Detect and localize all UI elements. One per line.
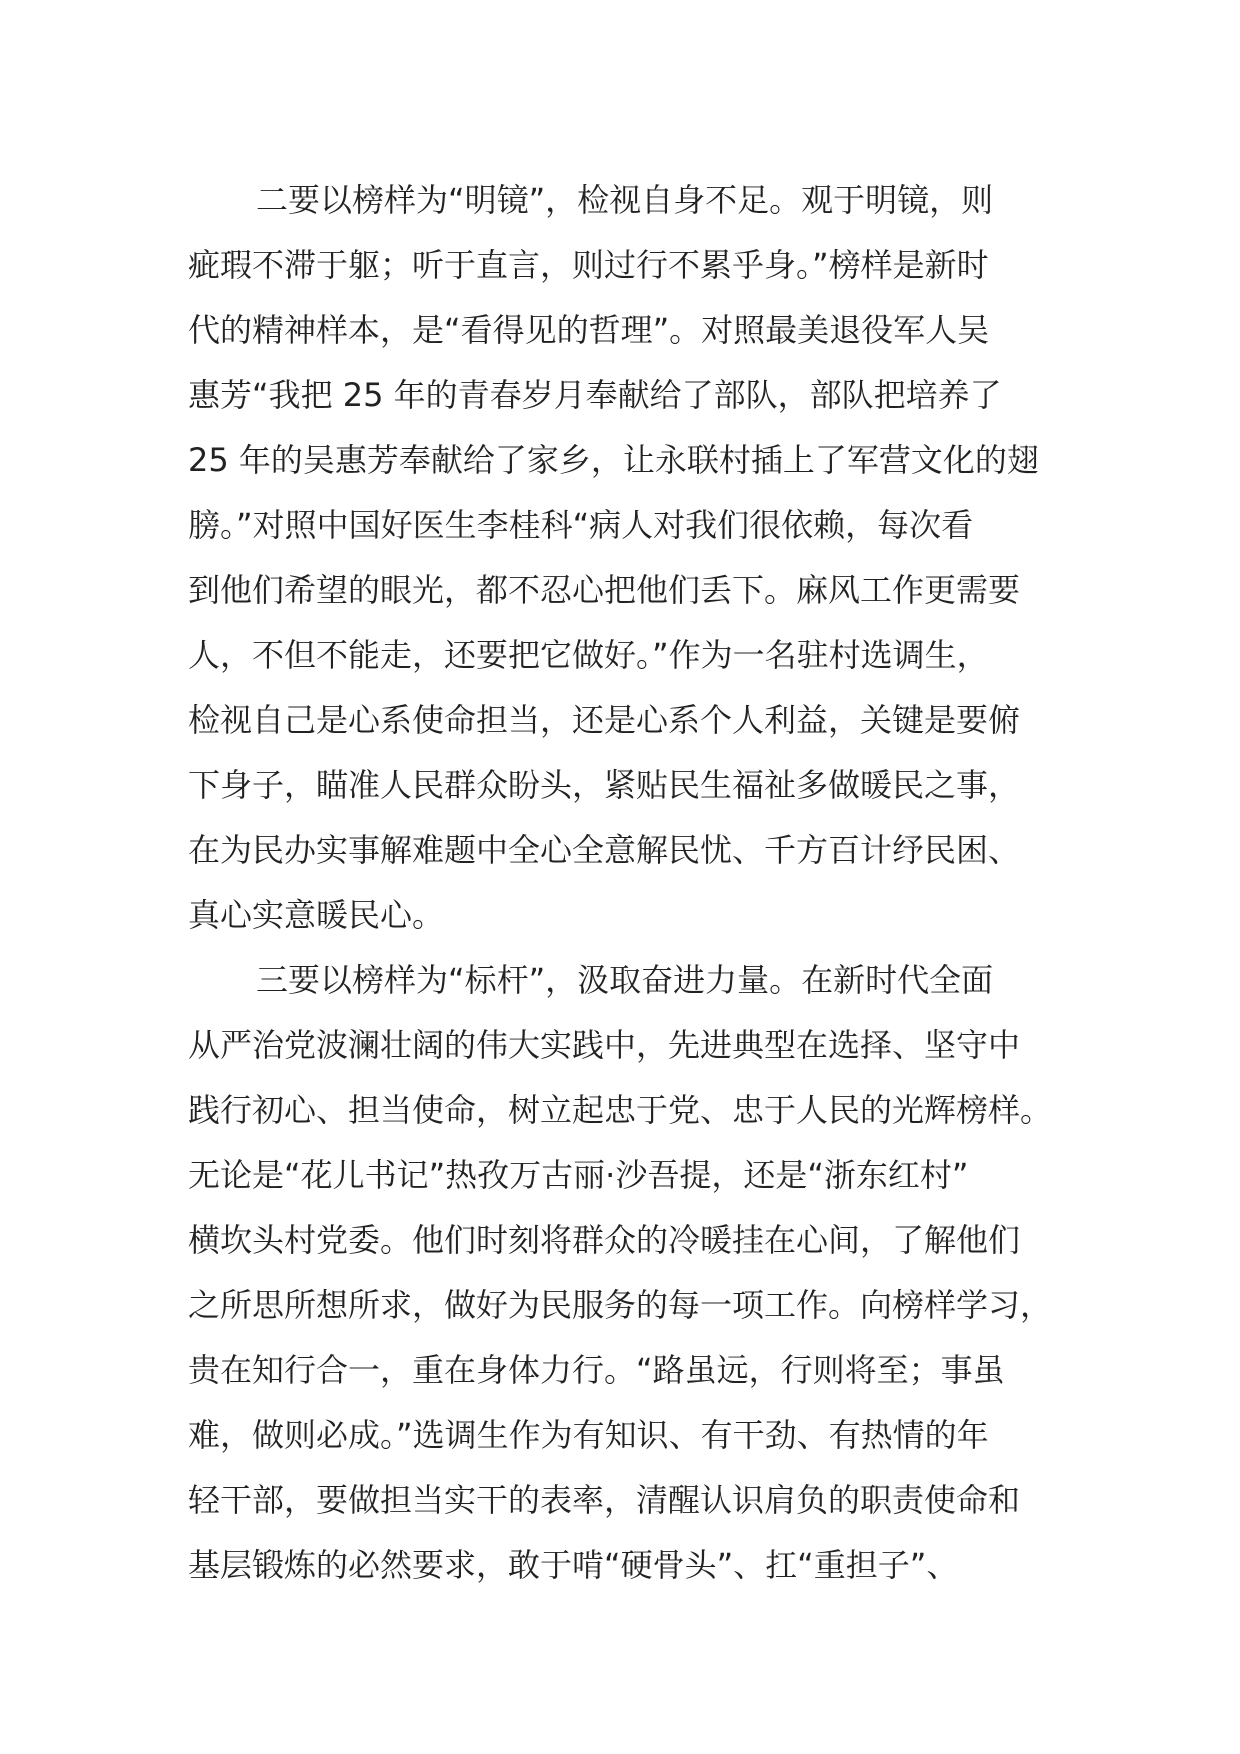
text-line: 到他们希望的眼光，都不忍心把他们丢下。麻风工作更需要 — [188, 571, 1021, 609]
text-line: 检视自己是心系使命担当，还是心系个人利益，关键是要俯 — [188, 701, 1021, 739]
text-line: 人，不但不能走，还要把它做好。”作为一名驻村选调生， — [188, 636, 989, 674]
text-line: 从严治党波澜壮阔的伟大实践中，先进典型在选择、坚守中 — [188, 1026, 1021, 1064]
text-line: 轻干部，要做担当实干的表率，清醒认识肩负的职责使命和 — [188, 1481, 1021, 1519]
text-line: 贵在知行合一，重在身体力行。“路虽远，行则将至；事虽 — [188, 1351, 1005, 1389]
text-line: 在为民办实事解难题中全心全意解民忧、千方百计纾民困、 — [188, 831, 1021, 869]
text-line: 横坎头村党委。他们时刻将群众的冷暖挂在心间，了解他们 — [188, 1221, 1021, 1259]
text-line: 代的精神样本，是“看得见的哲理”。对照最美退役军人吴 — [188, 311, 990, 349]
text-line: 践行初心、担当使命，树立起忠于党、忠于人民的光辉榜样。 — [188, 1091, 1053, 1129]
text-line: 真心实意暖民心。 — [188, 896, 445, 934]
text-line: 难，做则必成。”选调生作为有知识、有干劲、有热情的年 — [188, 1416, 989, 1454]
text-line: 三要以榜样为“标杆”，汲取奋进力量。在新时代全面 — [256, 961, 994, 999]
text-line: 25 年的吴惠芳奉献给了家乡，让永联村插上了军营文化的翅 — [188, 441, 1039, 479]
paragraph-2 — [188, 168, 1068, 948]
text-line: 基层锻炼的必然要求，敢于啃“硬骨头”、扛“重担子”、 — [188, 1546, 959, 1584]
text-line: 二要以榜样为“明镜”，检视自身不足。观于明镜，则 — [256, 181, 994, 219]
text-line: 无论是“花儿书记”热孜万古丽·沙吾提，还是“浙东红村” — [188, 1156, 969, 1194]
paragraph-3 — [188, 948, 1068, 1598]
text-line: 之所思所想所求，做好为民服务的每一项工作。向榜样学习， — [188, 1286, 1053, 1324]
document-body — [188, 168, 1068, 1598]
text-line: 惠芳“我把 25 年的青春岁月奉献给了部队，部队把培养了 — [188, 376, 1002, 414]
text-line: 疵瑕不滞于躯；听于直言，则过行不累乎身。”榜样是新时 — [188, 246, 989, 284]
text-line: 下身子，瞄准人民群众盼头，紧贴民生福祉多做暖民之事， — [188, 766, 1021, 804]
text-line: 膀。”对照中国好医生李桂科“病人对我们很依赖，每次看 — [188, 506, 974, 544]
